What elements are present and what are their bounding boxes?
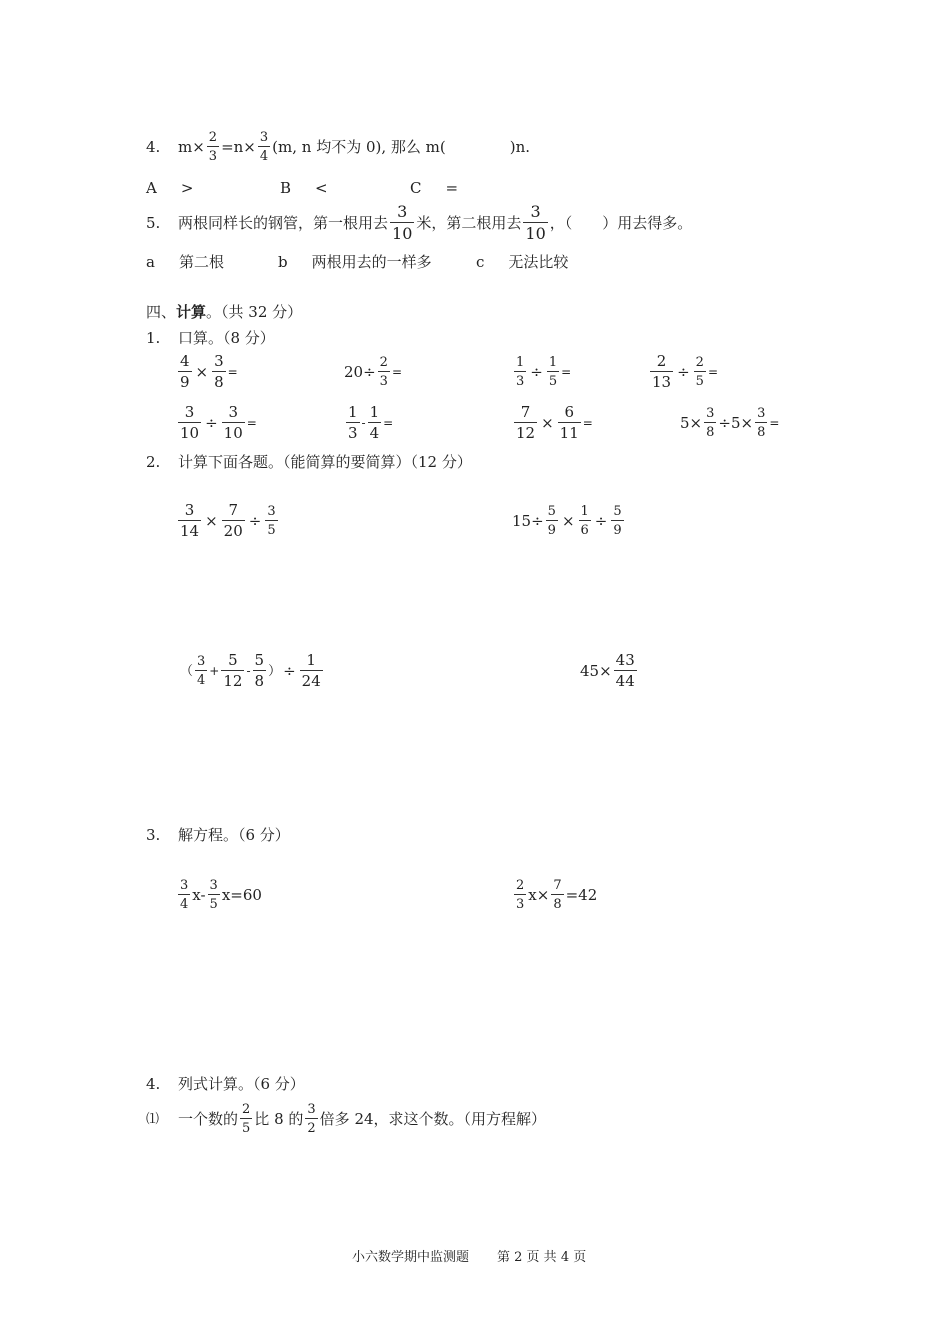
- q5-fraction-2: $\frac{3}{10}$: [525, 202, 546, 243]
- p1-r1-c: $\frac{1}{3}$ ÷ $\frac{1}{5}$ =: [516, 355, 572, 389]
- q5-number: 5.: [146, 213, 161, 232]
- p2-heading: [146, 452, 472, 472]
- p3-equation-1: $\frac{3}{4}$ x- $\frac{3}{5}$ x=60: [180, 878, 262, 912]
- page-footer: [352, 1248, 586, 1266]
- p4-number: 4.: [146, 1074, 161, 1093]
- q4-option-c: C =: [410, 178, 459, 197]
- p4-heading: [146, 1074, 305, 1094]
- p2-number: 2.: [146, 452, 161, 471]
- q4-options: [146, 178, 458, 198]
- q4-line: [146, 124, 530, 170]
- p2-title: 计算下面各题。（能简算的要简算）（12 分）: [178, 452, 472, 471]
- p2-expr-1: $\frac{3}{14}$ × $\frac{7}{20}$ ÷ $\frac{3}{5}$: [180, 501, 276, 540]
- p4-s1-label: ⑴: [146, 1111, 160, 1127]
- p1-r1-d: $\frac{2}{13}$ ÷ $\frac{2}{5}$ =: [652, 352, 719, 391]
- q5-line: [146, 200, 692, 246]
- q4-option-a: A >: [146, 178, 194, 197]
- section-4-heading: [146, 302, 302, 322]
- p1-number: 1.: [146, 328, 161, 347]
- section-4-title: 计算: [176, 302, 207, 321]
- q4-m-times: m×: [178, 137, 205, 156]
- p3-equation-2: $\frac{2}{3}$ x× $\frac{7}{8}$ =42: [516, 878, 598, 912]
- section-4-prefix: 四、: [146, 302, 177, 321]
- p2-expr-2: 15÷ $\frac{5}{9}$ × $\frac{1}{6}$ ÷ $\frac{5}{9}$: [512, 504, 622, 538]
- p4-title: 列式计算。（6 分）: [178, 1074, 305, 1093]
- q4-fraction-2: $\frac{3}{4}$: [259, 130, 269, 164]
- q5-option-c: c 无法比较: [476, 252, 569, 271]
- q5-options: [146, 252, 568, 272]
- section-4-points: 。（共 32 分）: [206, 302, 303, 321]
- p3-heading: [146, 825, 290, 845]
- footer-page-number: 第 2 页 共 4 页: [497, 1249, 587, 1265]
- p1-r2-c: $\frac{7}{12}$ × $\frac{6}{11}$ =: [516, 403, 593, 442]
- p1-r2-d: 5× $\frac{3}{8}$ ÷5× $\frac{3}{8}$ =: [680, 406, 780, 440]
- q5-text-1: 两根同样长的钢管，第一根用去: [178, 213, 389, 232]
- p4-subquestion-1: ⑴ 一个数的 $\frac{2}{5}$ 比 8 的 $\frac{3}{2}$ 倍多 24，求这个数。（用方程解）: [146, 1102, 547, 1136]
- q5-text-2: 米，第二根用去: [416, 213, 522, 232]
- p1-r2-b: $\frac{1}{3}$ - $\frac{1}{4}$ =: [348, 403, 394, 442]
- q5-text-3: ，（ ）用去得多。: [549, 213, 693, 232]
- p1-r1-a: $\frac{4}{9}$ × $\frac{3}{8}$ =: [180, 352, 238, 391]
- p1-title: 口算。（8 分）: [178, 328, 275, 347]
- q5-option-a: a 第二根: [146, 252, 224, 271]
- q5-fraction-1: $\frac{3}{10}$: [392, 202, 413, 243]
- p1-heading: [146, 328, 275, 348]
- footer-title: 小六数学期中监测题: [352, 1249, 470, 1265]
- p1-r2-a: $\frac{3}{10}$ ÷ $\frac{3}{10}$ =: [180, 403, 257, 442]
- p1-r1-b: 20÷ $\frac{2}{3}$ =: [344, 355, 402, 389]
- p2-expr-3: （ $\frac{3}{4}$ + $\frac{5}{12}$ - $\frac{5}{8}$ ） ÷ $\frac{1}{24}$: [180, 651, 321, 690]
- q4-condition: (m, n 均不为 0), 那么 m(: [272, 137, 446, 156]
- q4-tail: )n.: [509, 137, 531, 156]
- p2-expr-4: 45× $\frac{43}{44}$: [580, 651, 635, 690]
- q4-option-b: B <: [280, 178, 328, 197]
- q4-eq-n-times: =n×: [221, 137, 256, 156]
- q4-number: 4.: [146, 137, 161, 156]
- q4-fraction-1: $\frac{2}{3}$: [208, 130, 218, 164]
- q5-option-b: b 两根用去的一样多: [278, 252, 432, 271]
- p3-number: 3.: [146, 825, 161, 844]
- p3-title: 解方程。（6 分）: [178, 825, 290, 844]
